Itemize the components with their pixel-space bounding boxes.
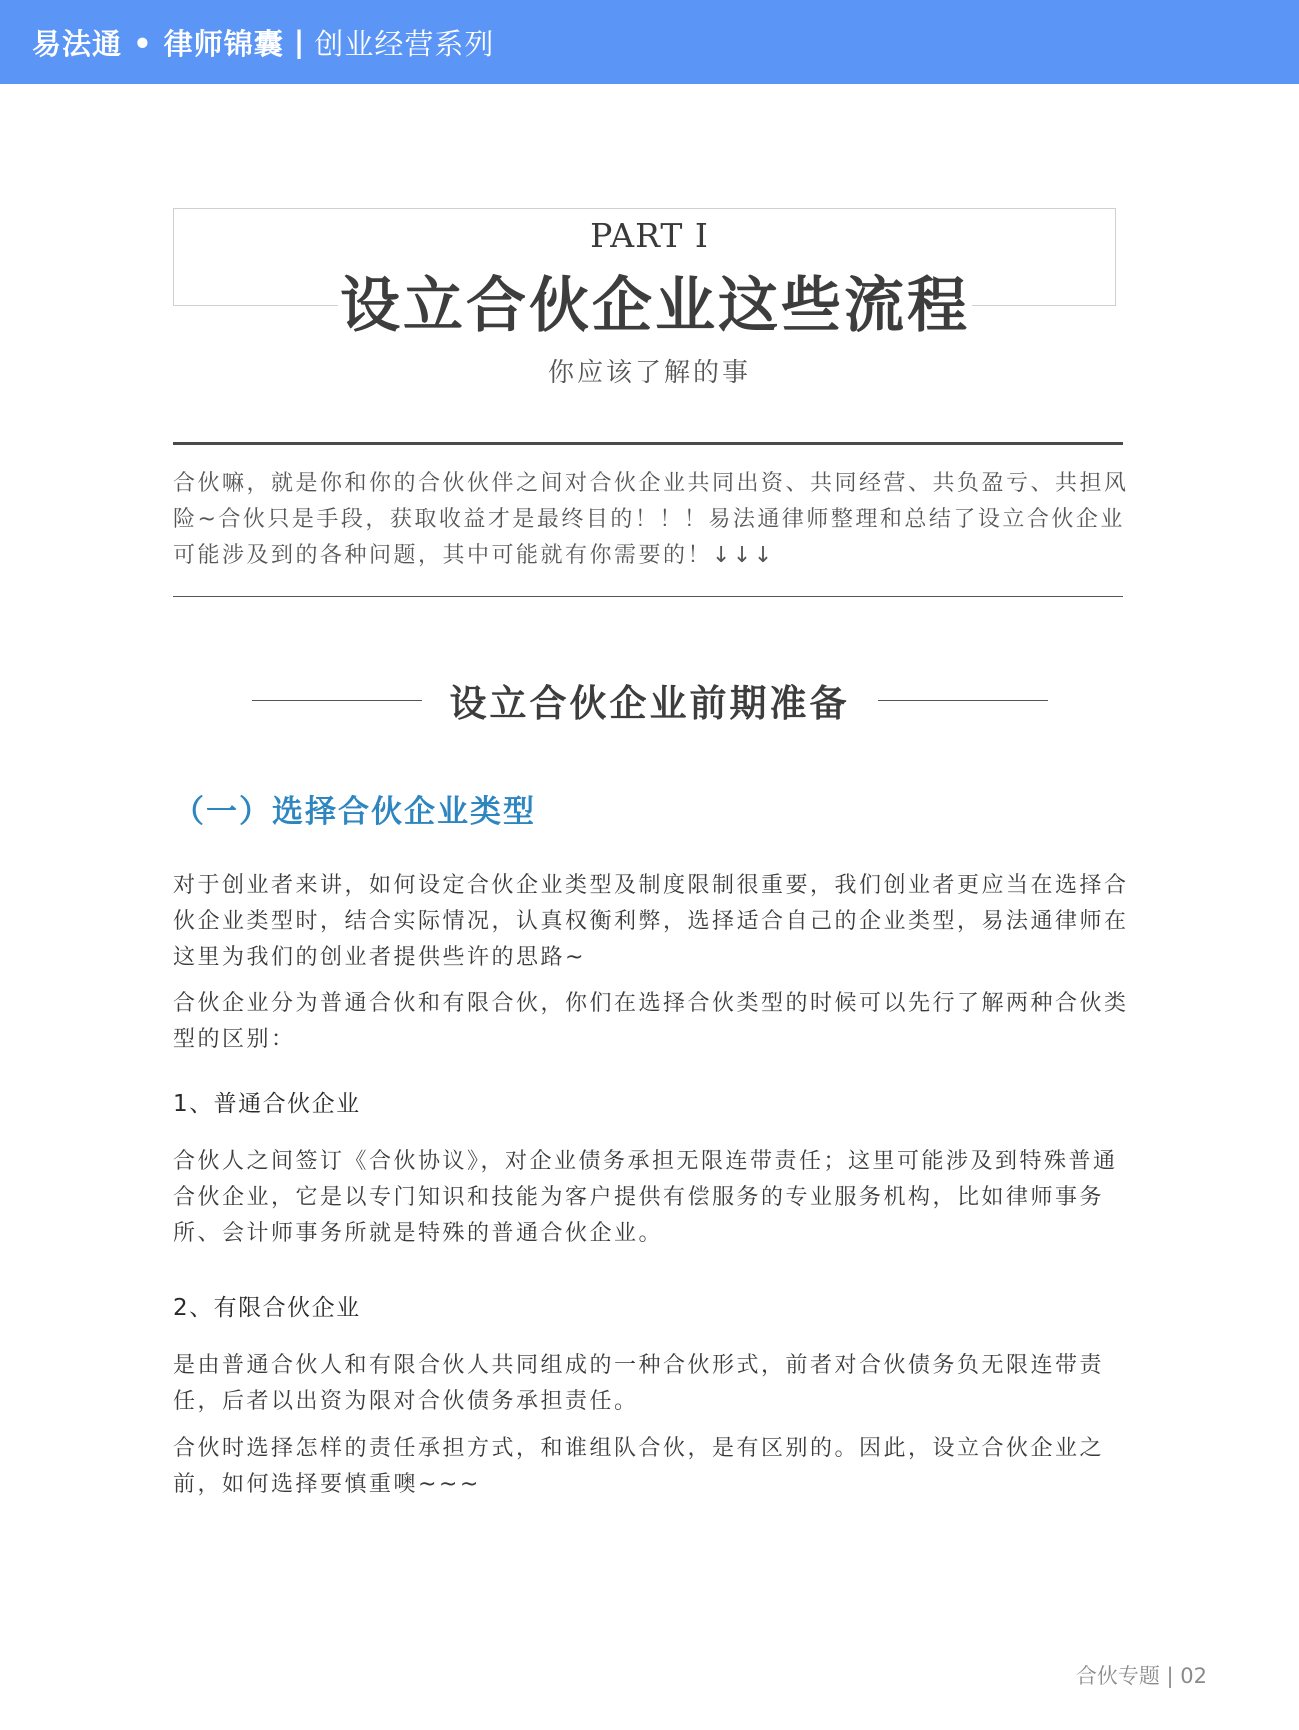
page-footer: 合伙专题 | 02	[1075, 1664, 1207, 1688]
section-line-right	[878, 700, 1048, 701]
item-1-title: 1、普通合伙企业	[173, 1091, 361, 1117]
header-brand: 易法通 • 律师锦囊	[32, 26, 284, 61]
header-separator: |	[293, 25, 305, 59]
section-heading	[0, 672, 1299, 728]
item-1-text: 合伙人之间签订《合伙协议》，对企业债务承担无限连带责任；这里可能涉及到特殊普通合伙企业，它是以专门知识和技能为客户提供有偿服务的专业服务机构，比如律师事务所、会计师事务所就是特殊的普通合伙企业。	[173, 1149, 1118, 1246]
header-bar	[0, 0, 1299, 84]
divider-bottom	[173, 596, 1123, 597]
section-title: 设立合伙企业前期准备	[449, 682, 850, 725]
page-title: 设立合伙企业这些流程	[338, 266, 972, 346]
page-subtitle: 你应该了解的事	[547, 358, 751, 388]
paragraph-1: 对于创业者来讲，如何设定合伙企业类型及制度限制很重要，我们创业者更应当在选择合伙企业类型时，结合实际情况，认真权衡利弊，选择适合自己的企业类型，易法通律师在这里为我们的创业者提供些许的思路~	[173, 873, 1129, 970]
part-label: PART Ⅰ	[590, 216, 709, 255]
header-series: 创业经营系列	[314, 26, 495, 61]
paragraph-2: 合伙企业分为普通合伙和有限合伙，你们在选择合伙类型的时候可以先行了解两种合伙类型的区别：	[173, 991, 1129, 1052]
intro-paragraph: 合伙嘛，就是你和你的合伙伙伴之间对合伙企业共同出资、共同经营、共负盈亏、共担风险~合伙只是手段，获取收益才是最终目的！！！易法通律师整理和总结了设立合伙企业可能涉及到的各种问题，其中可能就有你需要的！↓↓↓	[173, 471, 1129, 568]
divider-top	[173, 442, 1123, 445]
item-2-title: 2、有限合伙企业	[173, 1295, 361, 1321]
subsection-title: （一）选择合伙企业类型	[173, 794, 536, 830]
paragraph-3: 合伙时选择怎样的责任承担方式，和谁组队合伙，是有区别的。因此，设立合伙企业之前，如何选择要慎重噢~~~	[173, 1436, 1105, 1497]
item-2-text: 是由普通合伙人和有限合伙人共同组成的一种合伙形式，前者对合伙债务负无限连带责任，后者以出资为限对合伙债务承担责任。	[173, 1353, 1105, 1414]
section-line-left	[252, 700, 422, 701]
